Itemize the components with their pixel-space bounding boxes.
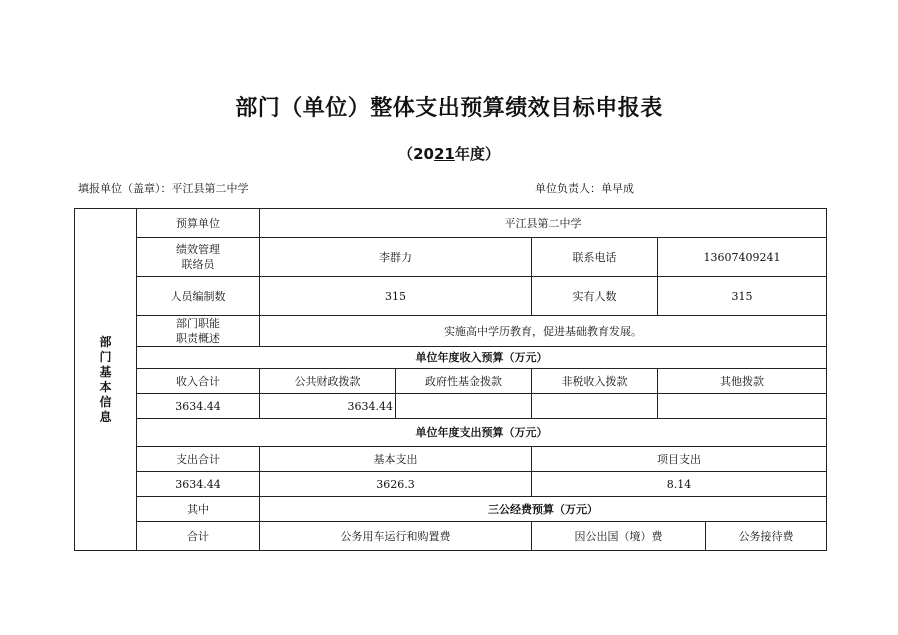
- expense-section-header: 单位年度支出预算（万元）: [137, 419, 827, 447]
- table-row: [75, 238, 827, 277]
- staff-value: 315: [260, 277, 532, 316]
- table-row: [75, 472, 827, 497]
- section-side-label: 部 门 基 本 信 息: [75, 209, 137, 551]
- budget-unit-label: 预算单位: [137, 209, 260, 238]
- year-number: 21: [433, 145, 455, 163]
- income-value-total: 3634.44: [137, 394, 260, 419]
- among-label: 其中: [137, 497, 260, 522]
- contact-label: 绩效管理 联络员: [137, 238, 260, 277]
- expense-value-total: 3634.44: [137, 472, 260, 497]
- expense-col-total: 支出合计: [137, 447, 260, 472]
- table-row: [75, 209, 827, 238]
- table-row: [75, 369, 827, 394]
- table-row: [75, 497, 827, 522]
- three-col-vehicle: 公务用车运行和购置费: [260, 522, 532, 551]
- income-value-gov-fund: [396, 394, 532, 419]
- actual-staff-value: 315: [658, 277, 827, 316]
- year-prefix: （20: [398, 145, 434, 163]
- table-row: [75, 419, 827, 447]
- income-value-other: [658, 394, 827, 419]
- table-row: [75, 394, 827, 419]
- staff-label: 人员编制数: [137, 277, 260, 316]
- table-row: [75, 522, 827, 551]
- income-col-gov-fund: 政府性基金拨款: [396, 369, 532, 394]
- phone-label: 联系电话: [532, 238, 658, 277]
- function-value: 实施高中学历教育，促进基础教育发展。: [260, 316, 827, 347]
- filler-unit-label: 填报单位（盖章）：平江县第二中学: [78, 182, 249, 195]
- income-col-total: 收入合计: [137, 369, 260, 394]
- budget-unit-value: 平江县第二中学: [260, 209, 827, 238]
- three-col-total: 合计: [137, 522, 260, 551]
- year-suffix: 年度）: [454, 145, 500, 163]
- income-col-public-finance: 公共财政拨款: [260, 369, 396, 394]
- budget-form-table: [74, 208, 827, 551]
- table-row: [75, 277, 827, 316]
- income-value-public-finance: 3634.44: [260, 394, 396, 419]
- income-col-non-tax: 非税收入拨款: [532, 369, 658, 394]
- table-row: [75, 316, 827, 347]
- expense-value-basic: 3626.3: [260, 472, 532, 497]
- table-row: [75, 347, 827, 369]
- income-section-header: 单位年度收入预算（万元）: [137, 347, 827, 369]
- expense-col-project: 项目支出: [532, 447, 827, 472]
- contact-value: 李群力: [260, 238, 532, 277]
- three-col-abroad: 因公出国（境）费: [532, 522, 706, 551]
- income-value-non-tax: [532, 394, 658, 419]
- income-col-other: 其他拨款: [658, 369, 827, 394]
- year-label: [0, 143, 898, 164]
- three-col-reception: 公务接待费: [706, 522, 827, 551]
- responsible-person-label: 单位负责人：单早成: [535, 182, 634, 195]
- table-row: [75, 447, 827, 472]
- three-public-header: 三公经费预算（万元）: [260, 497, 827, 522]
- expense-col-basic: 基本支出: [260, 447, 532, 472]
- actual-staff-label: 实有人数: [532, 277, 658, 316]
- function-label: 部门职能 职责概述: [137, 316, 260, 347]
- expense-value-project: 8.14: [532, 472, 827, 497]
- page-title: 部门（单位）整体支出预算绩效目标申报表: [235, 96, 663, 121]
- phone-value: 13607409241: [658, 238, 827, 277]
